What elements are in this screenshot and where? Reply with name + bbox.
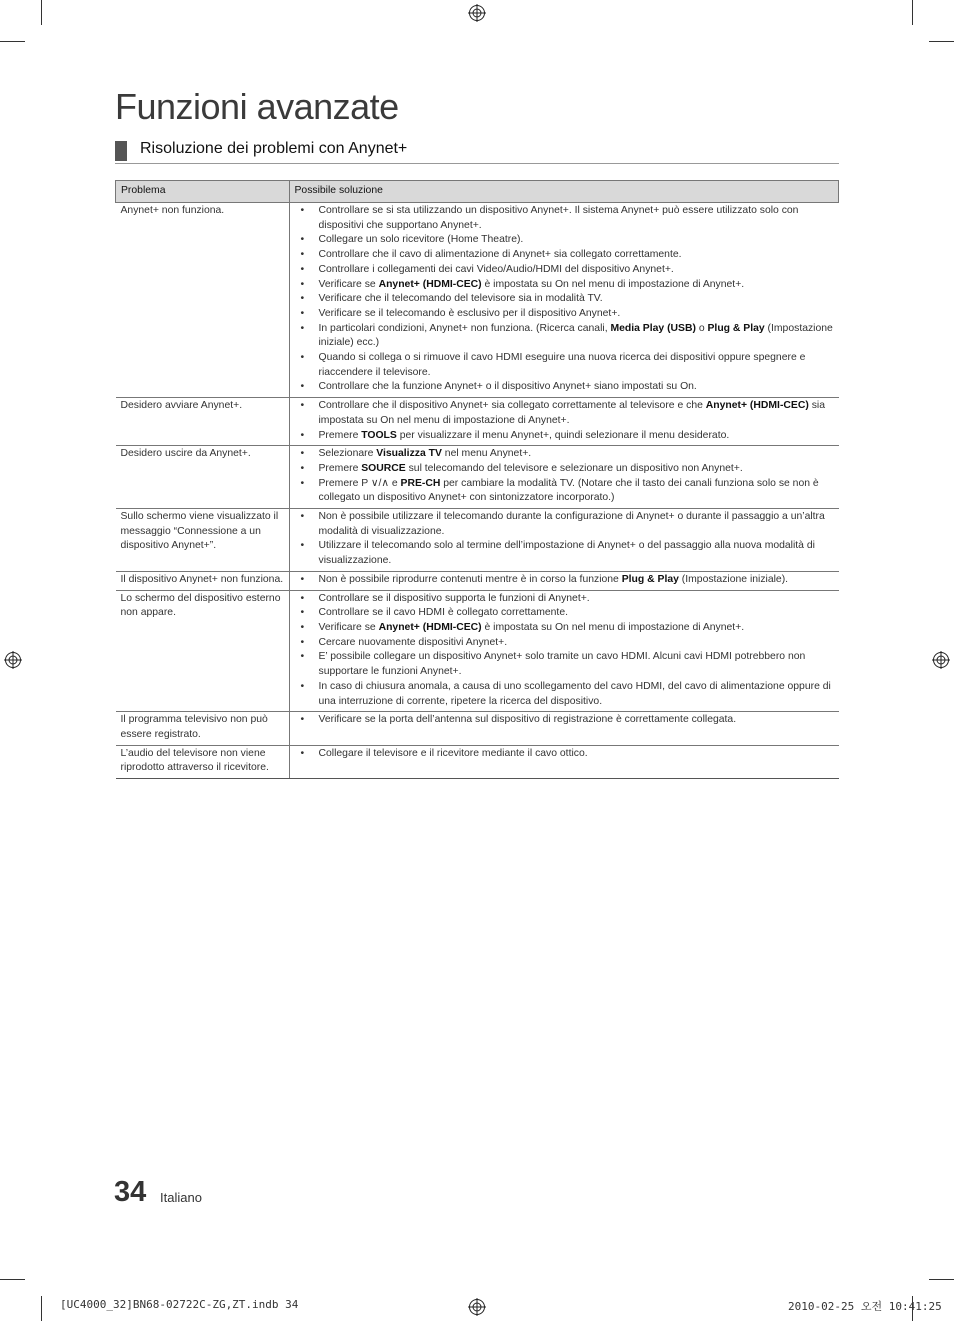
- registration-mark-icon: [4, 651, 22, 669]
- list-item: [295, 539, 834, 568]
- table-row: [116, 509, 839, 572]
- section-header: [115, 139, 839, 164]
- table-row: [116, 571, 839, 590]
- list-item: [295, 477, 834, 506]
- crop-mark: [41, 1296, 42, 1321]
- list-item: [295, 592, 834, 607]
- list-item: [295, 322, 834, 351]
- list-item: [295, 713, 834, 728]
- list-item: [295, 204, 834, 233]
- crop-mark: [0, 41, 25, 42]
- page-title: Funzioni avanzate: [115, 86, 399, 127]
- solution-text: In caso di chiusura anomala, a causa di uno scollegamento del cavo HDMI, del cavo di alimentazione oppure di una interruzione di corrente, ripetere la ricerca del dispositivo.: [318, 680, 831, 707]
- registration-mark-icon: [932, 651, 950, 669]
- bullet-icon: •: [300, 651, 305, 663]
- bullet-icon: •: [300, 511, 305, 523]
- solution-text: Controllare che il cavo di alimentazione di Anynet+ sia collegato correttamente.: [318, 249, 682, 261]
- solution-text: Utilizzare il telecomando solo al termine dell’impostazione di Anynet+ o del passaggio alla nuova modalità di visualizzazione.: [318, 540, 815, 567]
- section-marker: [115, 141, 127, 161]
- bullet-icon: •: [300, 322, 305, 334]
- solution-text: E’ possibile collegare un dispositivo Anynet+ solo tramite un cavo HDMI. Alcuni cavi HDMI potrebbero non supportare le funzioni Anynet+.: [318, 651, 806, 678]
- print-timestamp: 2010-02-25 오전 10:41:25: [788, 1300, 942, 1313]
- list-item: [295, 447, 834, 462]
- bullet-icon: •: [300, 278, 305, 290]
- list-item: [295, 636, 834, 651]
- bullet-icon: •: [300, 205, 305, 216]
- bullet-icon: •: [300, 636, 305, 648]
- list-item: [295, 606, 834, 621]
- list-item: [295, 351, 834, 380]
- crop-mark: [929, 41, 954, 42]
- list-item: [295, 263, 834, 278]
- bullet-icon: •: [300, 477, 305, 489]
- solution-text: Controllare se si sta utilizzando un dispositivo Anynet+. Il sistema Anynet+ può essere utilizzato solo con dispositivi che supportano Anynet+.: [318, 205, 799, 231]
- list-item: [295, 680, 834, 709]
- problem-cell: Desidero avviare Anynet+.: [116, 398, 290, 446]
- list-item: [295, 233, 834, 248]
- solution-text: Controllare se il cavo HDMI è collegato correttamente.: [318, 607, 568, 619]
- solution-text: Verificare se Anynet+ (HDMI-CEC) è impostata su On nel menu di impostazione di Anynet+.: [318, 278, 745, 290]
- solution-text: Selezionare Visualizza TV nel menu Anynet+.: [318, 448, 532, 460]
- crop-mark: [912, 0, 913, 25]
- list-item: [295, 510, 834, 539]
- section-title: Risoluzione dei problemi con Anynet+: [140, 140, 408, 157]
- solution-list: [295, 399, 834, 443]
- solution-text: Quando si collega o si rimuove il cavo HDMI eseguire una nuova ricerca dei dispositivi oppure spegnere e riaccendere il televisore.: [318, 352, 806, 378]
- table-header-row: [116, 181, 839, 203]
- bullet-icon: •: [300, 263, 305, 275]
- crop-mark: [0, 1279, 25, 1280]
- column-header-solution: Possibile soluzione: [289, 181, 839, 203]
- solution-list: [295, 447, 834, 506]
- solution-cell: [289, 398, 839, 446]
- troubleshooting-table: [115, 180, 839, 779]
- problem-cell: Sullo schermo viene visualizzato il messaggio “Connessione a un dispositivo Anynet+”.: [116, 509, 290, 572]
- solution-text: Premere SOURCE sul telecomando del televisore e selezionare un dispositivo non Anynet+.: [318, 462, 743, 474]
- solution-list: [295, 592, 834, 710]
- solution-list: [295, 713, 834, 728]
- solution-cell: [289, 712, 839, 745]
- problem-cell: L’audio del televisore non viene riprodotto attraverso il ricevitore.: [116, 745, 290, 778]
- solution-text: Collegare il televisore e il ricevitore mediante il cavo ottico.: [318, 747, 588, 759]
- problem-cell: Lo schermo del dispositivo esterno non appare.: [116, 590, 290, 712]
- bullet-icon: •: [300, 747, 305, 759]
- page-number: 34: [114, 1176, 147, 1208]
- bullet-icon: •: [300, 448, 305, 460]
- table-row: [116, 446, 839, 509]
- list-item: [295, 399, 834, 428]
- solution-text: Controllare i collegamenti dei cavi Video/Audio/HDMI del dispositivo Anynet+.: [318, 263, 674, 275]
- solution-cell: [289, 509, 839, 572]
- solution-list: [295, 573, 834, 588]
- solution-text: Non è possibile utilizzare il telecomando durante la configurazione di Anynet+ o durante il passaggio a un’altra modalità di visualizzazione.: [318, 511, 825, 537]
- bullet-icon: •: [300, 540, 305, 552]
- list-item: [295, 621, 834, 636]
- page-language: Italiano: [160, 1190, 202, 1205]
- list-item: [295, 292, 834, 307]
- solution-text: Cercare nuovamente dispositivi Anynet+.: [318, 636, 508, 648]
- problem-cell: Il programma televisivo non può essere registrato.: [116, 712, 290, 745]
- bullet-icon: •: [300, 573, 305, 585]
- bullet-icon: •: [300, 592, 305, 604]
- solution-text: Collegare un solo ricevitore (Home Theatre).: [318, 234, 524, 246]
- crop-mark: [929, 1279, 954, 1280]
- solution-text: Verificare se la porta dell’antenna sul dispositivo di registrazione è correttamente collegata.: [318, 714, 737, 726]
- bullet-icon: •: [300, 400, 305, 412]
- solution-text: Premere P ∨/∧ e PRE-CH per cambiare la modalità TV. (Notare che il tasto dei canali funziona solo se non è collegato un dispositivo Anynet+ con sintonizzatore incorporato.): [318, 477, 819, 504]
- table-row: [116, 398, 839, 446]
- list-item: [295, 278, 834, 293]
- solution-cell: [289, 446, 839, 509]
- solution-text: Verificare che il telecomando del televisore sia in modalità TV.: [318, 293, 603, 305]
- solution-cell: [289, 590, 839, 712]
- solution-text: Verificare se Anynet+ (HDMI-CEC) è impostata su On nel menu di impostazione di Anynet+.: [318, 621, 745, 633]
- bullet-icon: •: [300, 621, 305, 633]
- table-row: [116, 203, 839, 398]
- solution-cell: [289, 571, 839, 590]
- bullet-icon: •: [300, 607, 305, 619]
- solution-text: Controllare se il dispositivo supporta le funzioni di Anynet+.: [318, 592, 590, 604]
- bullet-icon: •: [300, 249, 305, 261]
- bullet-icon: •: [300, 234, 305, 246]
- bullet-icon: •: [300, 680, 305, 692]
- solution-text: Non è possibile riprodurre contenuti mentre è in corso la funzione Plug & Play (Impostazione iniziale).: [318, 573, 789, 585]
- table-row: [116, 745, 839, 778]
- solution-text: Verificare se il telecomando è esclusivo per il dispositivo Anynet+.: [318, 307, 621, 319]
- list-item: [295, 650, 834, 679]
- table-row: [116, 590, 839, 712]
- bullet-icon: •: [300, 714, 305, 726]
- problem-cell: Desidero uscire da Anynet+.: [116, 446, 290, 509]
- list-item: [295, 307, 834, 322]
- bullet-icon: •: [300, 462, 305, 474]
- problem-cell: Anynet+ non funziona.: [116, 203, 290, 398]
- solution-text: Premere TOOLS per visualizzare il menu Anynet+, quindi selezionare il menu desiderato.: [318, 429, 730, 441]
- crop-mark: [41, 0, 42, 25]
- bullet-icon: •: [300, 307, 305, 319]
- solution-list: [295, 510, 834, 569]
- solution-cell: [289, 203, 839, 398]
- list-item: [295, 380, 834, 395]
- list-item: [295, 747, 834, 762]
- registration-mark-icon: [468, 1298, 486, 1316]
- list-item: [295, 429, 834, 444]
- bullet-icon: •: [300, 293, 305, 305]
- bullet-icon: •: [300, 429, 305, 441]
- file-slug: [UC4000_32]BN68-02722C-ZG,ZT.indb 34: [60, 1298, 299, 1311]
- solution-text: In particolari condizioni, Anynet+ non funziona. (Ricerca canali, Media Play (USB) o Plug & Play (Impostazione iniziale) ecc.): [318, 322, 833, 349]
- solution-list: [295, 204, 834, 395]
- solution-list: [295, 747, 834, 762]
- solution-text: Controllare che la funzione Anynet+ o il dispositivo Anynet+ siano impostati su On.: [318, 381, 697, 393]
- solution-text: Controllare che il dispositivo Anynet+ sia collegato correttamente al televisore e che Anynet+ (HDMI-CEC) sia impostata su On nel menu di impostazione di Anynet+.: [318, 400, 825, 426]
- column-header-problem: Problema: [116, 181, 290, 203]
- bullet-icon: •: [300, 352, 305, 364]
- list-item: [295, 462, 834, 477]
- registration-mark-icon: [468, 4, 486, 22]
- table-row: [116, 712, 839, 745]
- list-item: [295, 573, 834, 588]
- solution-cell: [289, 745, 839, 778]
- list-item: [295, 248, 834, 263]
- bullet-icon: •: [300, 381, 305, 393]
- problem-cell: Il dispositivo Anynet+ non funziona.: [116, 571, 290, 590]
